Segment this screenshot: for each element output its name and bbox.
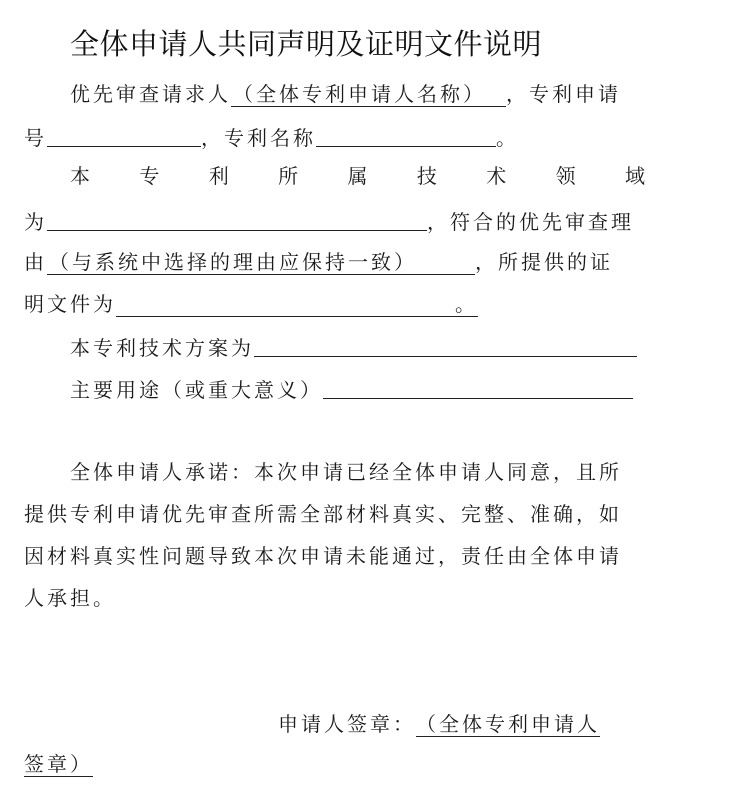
commitment-line-4: 人承担。: [24, 586, 116, 610]
application-number-field[interactable]: [47, 124, 201, 147]
period: 。: [496, 126, 519, 150]
applicant-label: 优先审查请求人: [70, 82, 231, 106]
documents-label: 明文件为: [24, 292, 116, 316]
para3-line: [70, 332, 637, 362]
field-char: 利: [208, 164, 229, 188]
para2-line2: [24, 206, 634, 236]
field-char: 专: [139, 164, 160, 188]
reason-start: 由: [24, 250, 47, 274]
commitment-line-1: 全体申请人承诺：本次申请已经全体申请人同意，且所: [70, 460, 622, 484]
patent-name-field[interactable]: [316, 124, 496, 147]
para2-line3: [24, 248, 613, 276]
applicant-name-field[interactable]: （全体专利申请人名称）: [231, 82, 506, 107]
reason-label: ，符合的优先审查理: [427, 210, 634, 234]
documents-field[interactable]: [116, 292, 478, 317]
main-use-label: 主要用途（或重大意义）: [70, 378, 323, 402]
field-char: 术: [486, 164, 507, 188]
field-char: 属: [347, 164, 368, 188]
technical-solution-label: 本专利技术方案为: [70, 336, 254, 360]
number-label: 号: [24, 126, 47, 150]
reason-field[interactable]: （与系统中选择的理由应保持一致）: [47, 250, 475, 275]
field-char: 领: [555, 164, 576, 188]
field-char: 技: [416, 164, 437, 188]
document-title: 全体申请人共同声明及证明文件说明: [70, 27, 543, 61]
is-label: 为: [24, 210, 47, 234]
signature-line-2: [24, 750, 93, 778]
para1-line1: [70, 80, 621, 108]
technical-solution-field[interactable]: [254, 334, 637, 357]
patent-application-label: ，专利申请: [506, 82, 621, 106]
patent-name-label: ，专利名称: [201, 126, 316, 150]
signature-field-continued[interactable]: 签章）: [24, 752, 93, 776]
commitment-line-2: 提供专利申请优先审查所需全部材料真实、完整、准确，如: [24, 502, 622, 526]
signature-label: 申请人签章：: [278, 712, 416, 736]
technical-field-input[interactable]: [47, 208, 427, 231]
para4-line: [70, 374, 633, 404]
signature-field[interactable]: （全体专利申请人: [416, 712, 600, 736]
field-char: 本: [70, 164, 90, 188]
evidence-label: ，所提供的证: [475, 250, 613, 274]
field-char: 所: [278, 164, 299, 188]
para2-line4: [24, 290, 478, 318]
para2-line1: [70, 162, 645, 190]
period: 。: [455, 292, 478, 316]
main-use-field[interactable]: [323, 376, 633, 399]
field-char: 域: [625, 164, 645, 188]
commitment-line-3: 因材料真实性问题导致本次申请未能通过，责任由全体申请: [24, 544, 622, 568]
signature-line-1: [278, 710, 600, 738]
para1-line2: [24, 122, 519, 152]
